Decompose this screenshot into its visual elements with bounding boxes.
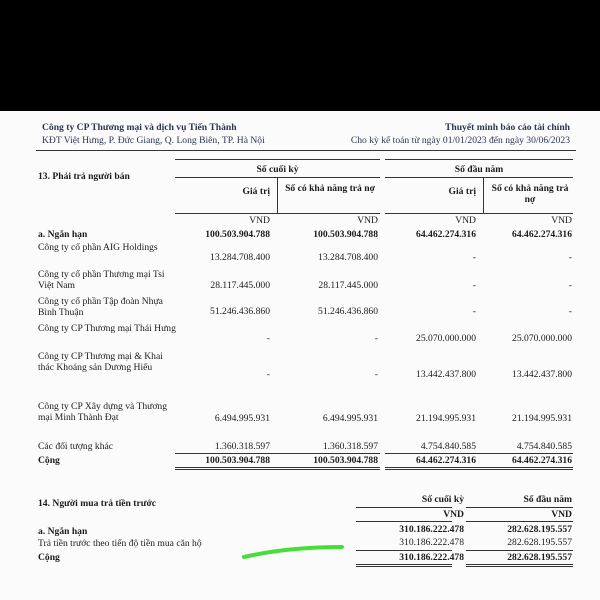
total-bottom-line-1b bbox=[175, 469, 380, 470]
supplier-v2: - bbox=[374, 333, 378, 344]
short-term-label: a. Ngắn hạn bbox=[38, 229, 88, 240]
adv-total-bottom-1b bbox=[356, 566, 452, 567]
section13-title: 13. Phải trả người bán bbox=[38, 171, 130, 182]
supplier-v3: 25.070.000.000 bbox=[416, 333, 476, 344]
supplier-v4: 25.070.000.000 bbox=[512, 333, 572, 344]
col-start-line bbox=[466, 507, 573, 508]
col-ability-end: Số có khả năng trả nợ bbox=[285, 183, 375, 194]
adv-total-bottom-1 bbox=[356, 564, 452, 565]
total-v1: 100.503.904.788 bbox=[205, 455, 270, 466]
group-start-top-line bbox=[385, 159, 573, 160]
unit-3: VND bbox=[455, 215, 476, 226]
total-bottom-line-2b bbox=[385, 469, 573, 470]
reporting-period: Cho kỳ kế toán từ ngày 01/01/2023 đến ngày 30/06/2023 bbox=[350, 135, 570, 146]
supplier-v1: 6.494.995.931 bbox=[214, 413, 270, 424]
col-ability-start: Số có khả năng trả nợ bbox=[491, 183, 569, 205]
col-value-start: Giá trị bbox=[448, 186, 476, 197]
adv-short-term-v1: 310.186.222.478 bbox=[399, 524, 464, 535]
adv-row-name: Trả tiền trước theo tiến độ tiền mua căn hộ bbox=[38, 538, 202, 549]
adv-total-bottom-2 bbox=[466, 564, 573, 565]
unit-line-1 bbox=[175, 213, 380, 214]
header-divider bbox=[36, 150, 576, 151]
group-start-sub-line bbox=[385, 177, 573, 178]
short-term-v1: 100.503.904.788 bbox=[205, 229, 270, 240]
supplier-v4: 21.194.995.931 bbox=[512, 413, 572, 424]
document-page bbox=[0, 111, 600, 600]
unit-start: VND bbox=[551, 509, 572, 520]
total-v4: 64.462.274.316 bbox=[512, 455, 572, 466]
short-term-v4: 64.462.274.316 bbox=[512, 229, 572, 240]
unit-1: VND bbox=[249, 215, 270, 226]
supplier-v1: 28.117.445.000 bbox=[210, 280, 270, 291]
supplier-v1: 1.360.318.597 bbox=[214, 441, 270, 452]
supplier-v3: 21.194.995.931 bbox=[416, 413, 476, 424]
adv-total-line-1 bbox=[356, 550, 452, 551]
unit-line-2 bbox=[385, 213, 573, 214]
group-end-label: Số cuối kỳ bbox=[256, 164, 299, 175]
supplier-v2: 13.284.708.400 bbox=[318, 252, 378, 263]
supplier-name: Công ty CP Xây dựng và Thương mại Minh Thành Đạt bbox=[38, 401, 167, 423]
supplier-v3: - bbox=[472, 280, 476, 291]
supplier-name: Các đối tượng khác bbox=[38, 441, 114, 452]
supplier-v2: 51.246.436.860 bbox=[318, 306, 378, 317]
unit-2: VND bbox=[357, 215, 378, 226]
col-divider-1 bbox=[277, 177, 278, 213]
section14-title: 14. Người mua trả tiền trước bbox=[38, 498, 157, 509]
supplier-name: Công ty CP Thương mại & Khai thác Khoáng sản Dương Hiếu bbox=[38, 351, 163, 373]
adv-short-line-1 bbox=[356, 521, 452, 522]
total-v3: 64.462.274.316 bbox=[416, 455, 476, 466]
supplier-name: Công ty CP Thương mại Thái Hưng bbox=[38, 323, 176, 334]
col-end-label: Số cuối kỳ bbox=[421, 494, 464, 505]
adv-row-v1: 310.186.222.478 bbox=[399, 537, 464, 548]
unit-4: VND bbox=[551, 215, 572, 226]
document-title: Thuyết minh báo cáo tài chính bbox=[444, 122, 570, 133]
adv-short-term-v2: 282.628.195.557 bbox=[507, 524, 572, 535]
supplier-v4: 13.442.437.800 bbox=[512, 369, 572, 380]
adv-total-line-2 bbox=[466, 550, 573, 551]
adv-total-label: Cộng bbox=[38, 552, 60, 563]
short-term-v3: 64.462.274.316 bbox=[416, 229, 476, 240]
adv-row-v2: 282.628.195.557 bbox=[507, 537, 572, 548]
total-label: Cộng bbox=[38, 455, 60, 466]
col-divider-2 bbox=[483, 177, 484, 213]
col-value-end: Giá trị bbox=[242, 186, 270, 197]
supplier-v2: 28.117.445.000 bbox=[318, 280, 378, 291]
total-bottom-line-2 bbox=[385, 467, 573, 468]
supplier-v4: - bbox=[568, 306, 572, 317]
adv-short-line-2 bbox=[466, 521, 573, 522]
supplier-v2: - bbox=[374, 369, 378, 380]
supplier-v3: 4.754.840.585 bbox=[420, 441, 476, 452]
supplier-v4: - bbox=[568, 252, 572, 263]
supplier-name: Công ty cổ phần AIG Holdings bbox=[38, 242, 158, 253]
total-top-line-2 bbox=[385, 453, 573, 454]
col-end-line bbox=[356, 507, 452, 508]
total-v2: 100.503.904.788 bbox=[313, 455, 378, 466]
company-address: KĐT Việt Hưng, P. Đức Giang, Q. Long Biên, TP. Hà Nội bbox=[42, 135, 265, 146]
adv-total-v2: 282.628.195.557 bbox=[507, 552, 572, 563]
col-start-label: Số đầu năm bbox=[523, 494, 572, 505]
company-name: Công ty CP Thương mại và dịch vụ Tiến Thành bbox=[42, 122, 237, 133]
supplier-v1: - bbox=[266, 369, 270, 380]
total-top-line-1 bbox=[175, 453, 380, 454]
short-term-v2: 100.503.904.788 bbox=[313, 229, 378, 240]
supplier-v3: - bbox=[472, 306, 476, 317]
supplier-v1: 13.284.708.400 bbox=[210, 252, 270, 263]
supplier-v2: 6.494.995.931 bbox=[322, 413, 378, 424]
supplier-name: Công ty cổ phần Tập đoàn Nhựa Bình Thuận bbox=[38, 296, 163, 318]
supplier-v2: 1.360.318.597 bbox=[322, 441, 378, 452]
unit-end: VND bbox=[443, 509, 464, 520]
total-bottom-line-1 bbox=[175, 467, 380, 468]
supplier-v1: 51.246.436.860 bbox=[210, 306, 270, 317]
adv-total-v1: 310.186.222.478 bbox=[399, 552, 464, 563]
supplier-v4: - bbox=[568, 280, 572, 291]
supplier-v3: - bbox=[472, 252, 476, 263]
supplier-v4: 4.754.840.585 bbox=[516, 441, 572, 452]
adv-total-bottom-2b bbox=[466, 566, 573, 567]
supplier-v3: 13.442.437.800 bbox=[416, 369, 476, 380]
highlighter-mark bbox=[240, 541, 350, 561]
supplier-v1: - bbox=[266, 333, 270, 344]
adv-short-term-label: a. Ngắn hạn bbox=[38, 526, 88, 537]
group-end-top-line bbox=[175, 159, 380, 160]
group-start-label: Số đầu năm bbox=[454, 164, 504, 175]
supplier-name: Công ty cổ phần Thương mại Tsi Việt Nam bbox=[38, 269, 165, 291]
